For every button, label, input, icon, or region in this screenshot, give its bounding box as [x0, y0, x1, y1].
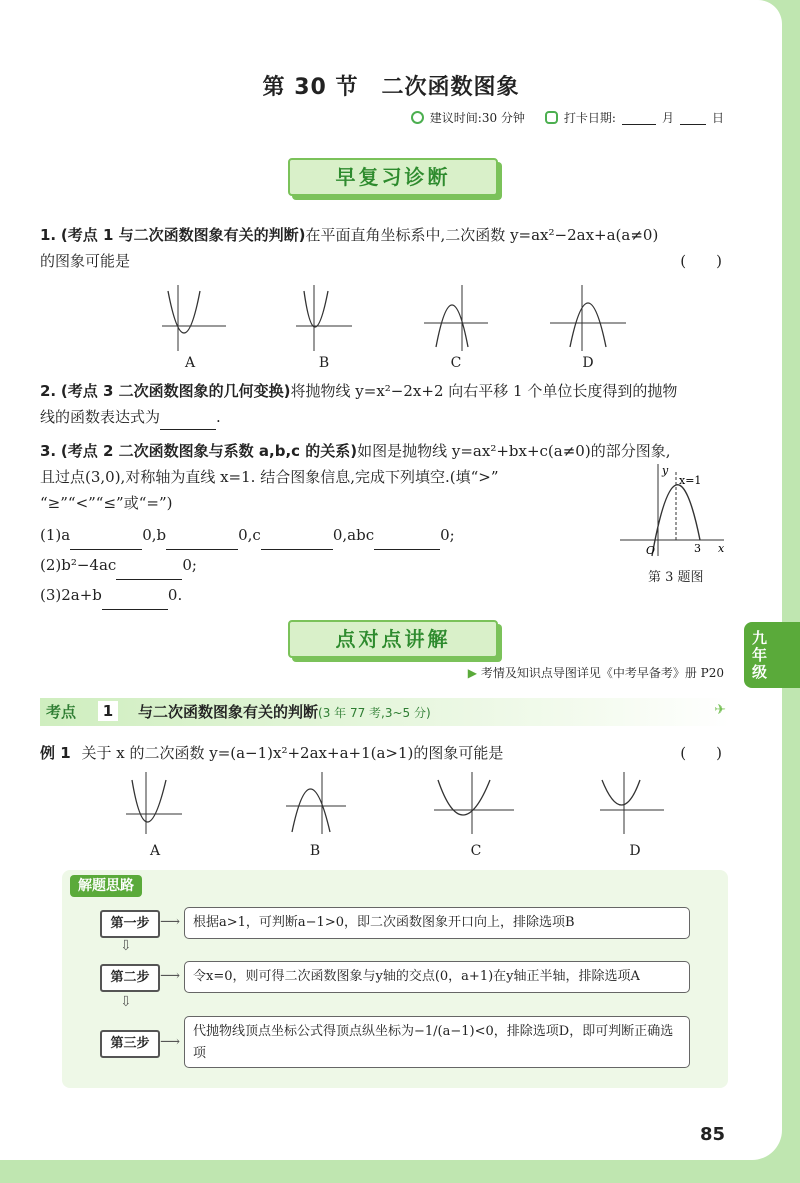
step-2-label: 第二步	[100, 964, 160, 992]
arrow-right-icon: ⟶	[160, 968, 181, 984]
example-answer-paren[interactable]: ( )	[680, 744, 722, 762]
q3-p1-d: 0,abc	[332, 526, 375, 544]
question-1	[40, 222, 730, 274]
example-graph-a	[124, 770, 186, 836]
q1-number: 1.	[40, 226, 57, 244]
step-2-text: 令x=0，则可得二次函数图象与y轴的交点(0，a+1)在y轴正半轴，排除选项A	[184, 961, 690, 993]
step-1-text: 根据a>1，可判断a−1>0，即二次函数图象开口向上，排除选项B	[184, 907, 690, 939]
section-banner-lecture: 点对点讲解	[288, 620, 498, 658]
q3-fig-o-label: O	[646, 544, 656, 557]
play-arrow-icon: ▶	[467, 666, 477, 680]
q1-answer-paren[interactable]: ( )	[680, 252, 722, 270]
q3-p1-c: 0,c	[238, 526, 261, 544]
q3-blank-c[interactable]	[261, 535, 333, 550]
kaodian-number: 1	[98, 701, 118, 721]
q3-fig-axis-label: x=1	[679, 474, 702, 487]
example-option-d[interactable]: D	[629, 843, 641, 859]
q1-option-b[interactable]: B	[318, 355, 330, 371]
date-label: 打卡日期:	[563, 111, 616, 125]
q1-tag: (考点 1 与二次函数图象有关的判断)	[60, 226, 306, 244]
arrow-right-icon: ⟶	[160, 914, 181, 930]
q3-text2: 且过点(3,0),对称轴为直线 x=1. 结合图象信息,完成下列填空.(填“>”	[40, 468, 499, 486]
grade-side-tab[interactable]: 九 年 级	[744, 622, 800, 688]
calendar-icon	[545, 111, 558, 124]
q1-graph-c	[422, 283, 492, 353]
section-banner-review: 早复习诊断	[288, 158, 498, 196]
q1-graph-b	[294, 283, 354, 353]
reference-text: 考情及知识点导图详见《中考早备考》册 P20	[480, 666, 724, 680]
example-label: 例 1	[40, 744, 71, 762]
suggested-time: 建议时间:30 分钟	[429, 111, 525, 125]
kaodian-label: 考点	[46, 703, 77, 721]
question-2	[40, 378, 730, 430]
page-number: 85	[700, 1124, 726, 1145]
q3-blank-abc[interactable]	[374, 535, 440, 550]
q3-p1-b: 0,b	[142, 526, 167, 544]
arrow-down-icon: ⇩	[120, 938, 132, 954]
month-label: 月	[661, 111, 674, 125]
kaodian-header	[40, 698, 730, 726]
step-3-label: 第三步	[100, 1030, 160, 1058]
arrow-right-icon: ⟶	[160, 1034, 181, 1050]
q1-text2: 的图象可能是	[40, 252, 131, 270]
kaodian-title	[138, 701, 431, 722]
q3-blank-discriminant[interactable]	[116, 565, 182, 580]
q1-text: 在平面直角坐标系中,二次函数 y=ax²−2ax+a(a≠0)	[305, 226, 659, 244]
q3-blank-b[interactable]	[166, 535, 238, 550]
step-3-text: 代抛物线顶点坐标公式得顶点纵坐标为−1/(a−1)<0，排除选项D，即可判断正确选项	[184, 1016, 690, 1068]
step-1-label: 第一步	[100, 910, 160, 938]
solution-thinking-tag: 解题思路	[70, 875, 142, 897]
example-1	[40, 740, 730, 766]
q3-text: 如图是抛物线 y=ax²+bx+c(a≠0)的部分图象,	[357, 442, 671, 460]
alarm-clock-icon	[411, 111, 424, 124]
q2-number: 2.	[40, 382, 57, 400]
meta-line	[411, 109, 724, 126]
q3-fig-three-label: 3	[694, 542, 701, 555]
example-option-c[interactable]: C	[470, 843, 482, 859]
example-graph-c	[432, 770, 518, 836]
example-text: 关于 x 的二次函数 y=(a−1)x²+2ax+a+1(a>1)的图象可能是	[81, 744, 504, 762]
q2-answer-blank[interactable]	[160, 415, 216, 430]
paper-plane-icon: ✈	[714, 702, 726, 718]
q3-fig-x-label: x	[718, 542, 725, 555]
q3-tag: (考点 2 二次函数图象与系数 a,b,c 的关系)	[60, 442, 358, 460]
arrow-down-icon: ⇩	[120, 994, 132, 1010]
q2-text2: 线的函数表达式为	[40, 408, 161, 426]
reference-note	[468, 664, 724, 681]
kaodian-subtitle: (3 年 77 考,3~5 分)	[318, 706, 431, 720]
q3-text3: “≥”“<”“≤”或“=”)	[40, 494, 173, 512]
q3-p2-a: (2)b²−4ac	[40, 556, 117, 574]
q3-blank-a[interactable]	[70, 535, 142, 550]
q3-p2-b: 0;	[182, 556, 197, 574]
page-title: 第 30 节 二次函数图象	[262, 75, 520, 100]
q1-option-c[interactable]: C	[450, 355, 462, 371]
example-graph-b	[284, 770, 350, 836]
q3-figure	[618, 462, 730, 558]
example-graph-d	[598, 770, 668, 836]
q3-p1-a: (1)a	[40, 526, 71, 544]
q3-figure-caption: 第 3 题图	[648, 570, 704, 585]
q3-p3-b: 0.	[167, 586, 183, 604]
q2-text: 将抛物线 y=x²−2x+2 向右平移 1 个单位长度得到的抛物	[290, 382, 678, 400]
example-option-a[interactable]: A	[149, 843, 161, 859]
example-option-b[interactable]: B	[309, 843, 321, 859]
q1-graph-a	[160, 283, 230, 353]
q2-end: .	[216, 408, 221, 426]
q1-option-d[interactable]: D	[582, 355, 594, 371]
month-blank[interactable]	[622, 110, 656, 125]
day-label: 日	[711, 111, 724, 125]
q1-graph-d	[548, 283, 628, 353]
q3-p1-e: 0;	[440, 526, 455, 544]
q3-blank-2a-b[interactable]	[102, 595, 168, 610]
q2-tag: (考点 3 二次函数图象的几何变换)	[60, 382, 291, 400]
q3-fig-y-label: y	[662, 464, 669, 477]
day-blank[interactable]	[680, 110, 706, 125]
q3-number: 3.	[40, 442, 57, 460]
q3-p3-a: (3)2a+b	[40, 586, 102, 604]
kaodian-title-text: 与二次函数图象有关的判断	[138, 703, 319, 721]
q1-option-a[interactable]: A	[184, 355, 196, 371]
